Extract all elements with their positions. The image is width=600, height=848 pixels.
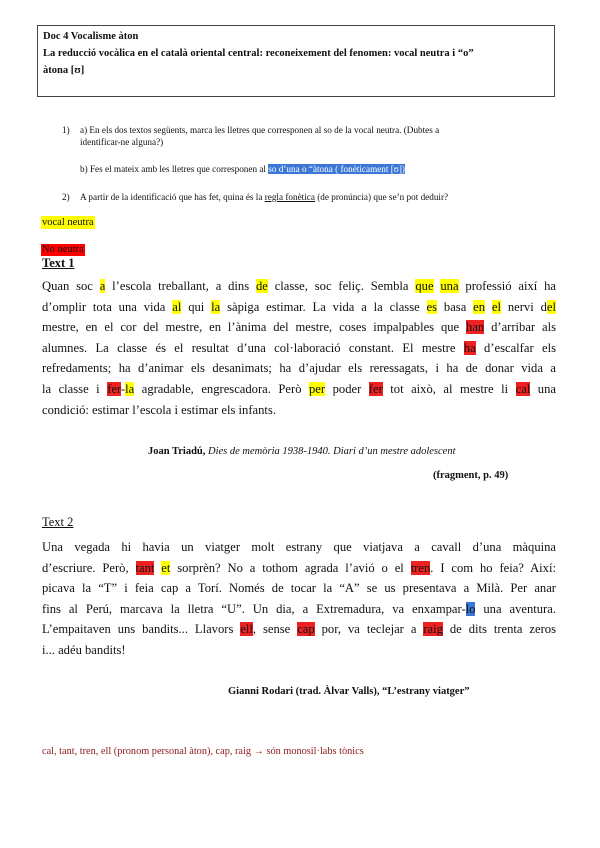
question-1b-highlight: so d’una o “àtona ( fonèticament [ʊ]) (268, 164, 405, 174)
footnote-monosyllables: cal, tant, tren, ell (pronom personal àton), cap, raig → són monosil·labs tònics (42, 746, 364, 757)
legend-not-neutral: No neutra (42, 244, 84, 255)
text2-line: picava la “T” i feia cap a Torí. Només de tocar la “A” se us presentava a Milà. Per anar (42, 581, 556, 596)
text2-line: fins al Perú, marcava la lletra “U”. Un dia, a Extremadura, va enxampar-lo una aventura. (42, 601, 556, 616)
text2-citation: Gianni Rodari (trad. Àlvar Valls), “L’estrany viatger” (228, 686, 470, 697)
text1-fragment: (fragment, p. 49) (433, 470, 509, 481)
question-1b: b) Fes el mateix amb les lletres que corresponen al so d’una o “àtona ( fonèticament [ʊ]) (80, 164, 405, 174)
regla-fonetica-link: regla fonètica (264, 192, 315, 202)
text1-line: Quan soc a l’escola treballant, a dins de classe, soc feliç. Sembla que una professió així ha (42, 279, 557, 293)
text1-line: refredaments; ha d’animar els desanimats; ha d’ajudar els reressagats, i ha de donar vida a (42, 361, 556, 376)
text1-line: mestre, en el cor del mestre, en l’ànima del mestre, coses impalpables que han d’arribar als (42, 320, 556, 335)
header-box (37, 25, 555, 97)
text2-title: Text 2 (42, 515, 74, 529)
text2-line: Una vegada hi havia un viatger molt estrany que viatjava a cavall d’una màquina (42, 540, 556, 554)
question-1a: 1) a) En els dos textos següents, marca les lletres que corresponen al so de la vocal neutra. (Dubtes a identificar-ne alguna?) (62, 125, 440, 147)
doc-title: La reducció vocàlica en el català oriental central: reconeixement del fenomen: vocal neutra i “o” àtona [ʊ] (43, 48, 474, 76)
doc-label: Doc 4 Vocalisme àton (43, 31, 139, 42)
text1-line: alumnes. La classe és el resultat d’una col·laboració constant. El mestre ha d’escalfar els (42, 340, 556, 355)
text1-title: Text 1 (42, 256, 75, 270)
text1-line: d’omplir tota una vida al qui la sàpiga estimar. La vida a la classe es basa en el nervi del (42, 299, 556, 314)
text2-paragraph (42, 537, 556, 661)
text1-line: la classe i fer-la agradable, engrescadora. Però per poder fer tot això, al mestre li cal una (42, 381, 556, 396)
text2-line: L’empaitaven uns bandits... Llavors ell, sense cap por, va teclejar a raig de dits trenta zeros (42, 622, 557, 637)
legend-neutral-vowel: vocal neutra (42, 217, 94, 228)
text1-line: condició: estimar l’escola i estimar els infants. (42, 402, 276, 417)
text1-citation: Joan Triadú, Dies de memòria 1938-1940. Diari d’un mestre adolescent (148, 446, 456, 457)
text2-line: i... adéu bandits! (42, 642, 126, 657)
text1-paragraph (42, 276, 556, 420)
text2-line: d’escriure. Però, tant et sorprèn? No a tothom agrada l’avió o el tren. I com ho feia? Així: (42, 560, 556, 575)
